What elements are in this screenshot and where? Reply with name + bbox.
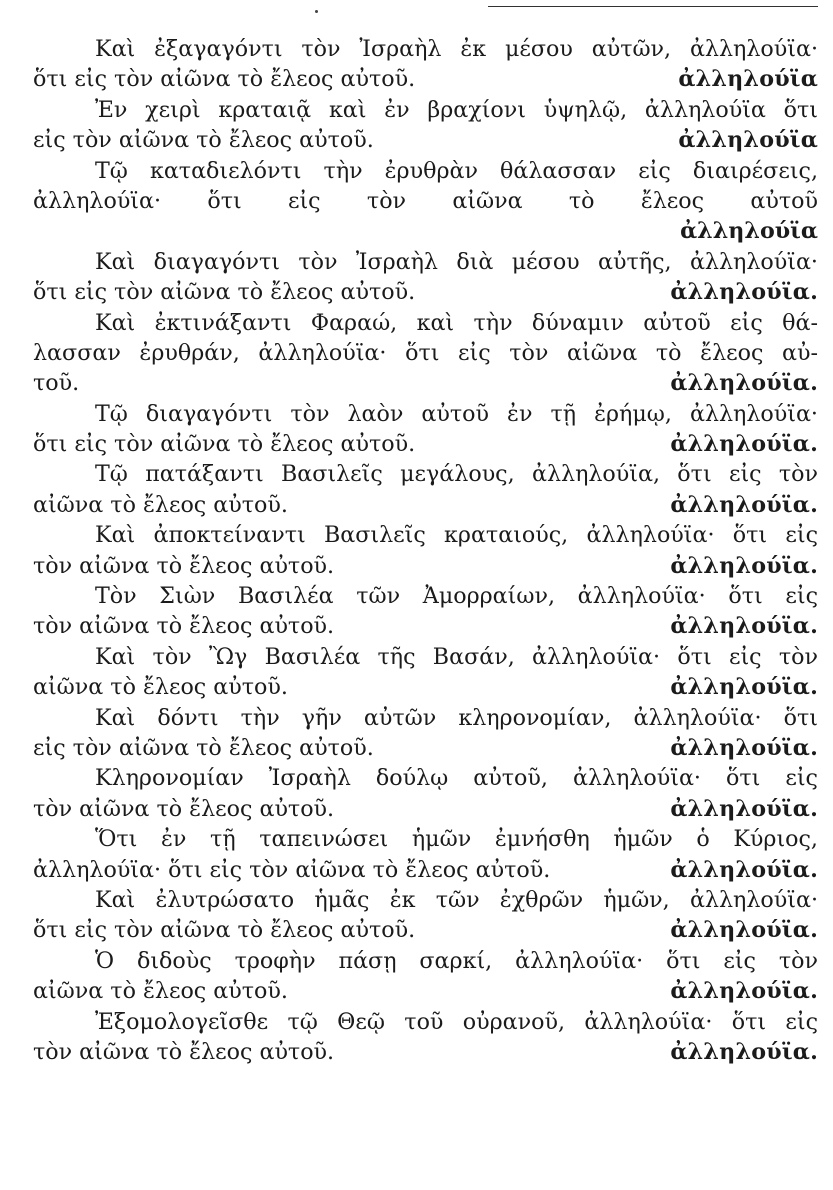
verse (33, 763, 818, 824)
verse (33, 308, 818, 399)
top-rule (488, 6, 818, 7)
verse-line (33, 429, 818, 459)
verse-line (33, 551, 818, 581)
verse-line-text: αἰῶνα τὸ ἔλεος αὐτοῦ. (33, 491, 288, 518)
verse-line (33, 915, 818, 945)
verse-line: Καὶ ἐλυτρώσατο ἡμᾶς ἐκ τῶν ἐχθρῶν ἡμῶν, ἀλληλούϊα· (95, 886, 818, 913)
verse-line: Καὶ διαγαγόντι τὸν Ἰσραὴλ διὰ μέσου αὐτῆς, ἀλληλούϊα· (95, 248, 818, 275)
verse-line (33, 125, 818, 155)
verse-line (33, 277, 818, 307)
refrain-alleluia: ἀλληλούϊα. (670, 491, 818, 518)
verse-line: Καὶ δόντι τὴν γῆν αὐτῶν κληρονομίαν, ἀλληλούϊα· ὅτι (95, 704, 818, 731)
refrain-alleluia: ἀλληλούϊα. (670, 674, 818, 701)
verse-line-text: εἰς τὸν αἰῶνα τὸ ἔλεος αὐτοῦ. (33, 127, 374, 154)
verse-line: Τῷ καταδιελόντι τὴν ἐρυθρὰν θάλασσαν εἰς διαιρέσεις, (95, 157, 818, 184)
refrain-alleluia: ἀλληλούϊα (680, 218, 818, 245)
verse-line-text: ὅτι εἰς τὸν αἰῶνα τὸ ἔλεος αὐτοῦ. (33, 279, 416, 306)
refrain-alleluia: ἀλληλούϊα. (670, 431, 818, 458)
verse (33, 459, 818, 520)
refrain-alleluia: ἀλληλούϊα. (670, 279, 818, 306)
verse-line: λασσαν ἐρυθράν, ἀλληλούϊα· ὅτι εἰς τὸν αἰῶνα τὸ ἔλεος αὐ- (33, 339, 818, 366)
verse-line (33, 855, 818, 885)
verse-list (33, 34, 818, 1067)
verse-line: Ἐν χειρὶ κραταιᾷ καὶ ἐν βραχίονι ὑψηλῷ, ἀλληλούϊα ὅτι (95, 96, 818, 123)
verse-line (33, 64, 818, 94)
verse-line (33, 794, 818, 824)
verse-line: Τὸν Σιὼν Βασιλέα τῶν Ἀμορραίων, ἀλληλούϊα· ὅτι εἰς (95, 583, 818, 610)
verse-line: Καὶ ἀποκτείναντι Βασιλεῖς κραταιούς, ἀλληλούϊα· ὅτι εἰς (95, 522, 818, 549)
verse (33, 946, 818, 1007)
verse-line-text: τὸν αἰῶνα τὸ ἔλεος αὐτοῦ. (33, 552, 335, 579)
refrain-alleluia: ἀλληλούϊα. (670, 613, 818, 640)
verse-line (33, 1037, 818, 1067)
verse-line-text: ὅτι εἰς τὸν αἰῶνα τὸ ἔλεος αὐτοῦ. (33, 66, 416, 93)
refrain-alleluia: ἀλληλούϊα. (670, 856, 818, 883)
verse-line: Κληρονομίαν Ἰσραὴλ δούλῳ αὐτοῦ, ἀλληλούϊα· ὅτι εἰς (95, 765, 818, 792)
verse-line: Καὶ ἐξαγαγόντι τὸν Ἰσραὴλ ἐκ μέσου αὐτῶν, ἀλληλούϊα· (95, 36, 818, 62)
verse-line: Ἐξομολογεῖσθε τῷ Θεῷ τοῦ οὐρανοῦ, ἀλληλούϊα· ὅτι εἰς (95, 1008, 818, 1035)
refrain-alleluia: ἀλληλούϊα (678, 66, 818, 93)
verse-line-text: ὅτι εἰς τὸν αἰῶνα τὸ ἔλεος αὐτοῦ. (33, 917, 416, 944)
verse-line: Τῷ πατάξαντι Βασιλεῖς μεγάλους, ἀλληλούϊα, ὅτι εἰς τὸν (95, 461, 818, 488)
verse-line: Τῷ διαγαγόντι τὸν λαὸν αὐτοῦ ἐν τῇ ἐρήμῳ, ἀλληλούϊα· (95, 400, 818, 427)
verse (33, 824, 818, 885)
verse-line-text: τὸν αἰῶνα τὸ ἔλεος αὐτοῦ. (33, 795, 335, 822)
verse-line-text: ἀλληλούϊα· ὅτι εἰς τὸν αἰῶνα τὸ ἔλεος αὐτοῦ. (33, 856, 551, 883)
refrain-alleluia: ἀλληλούϊα. (670, 978, 818, 1005)
refrain-alleluia: ἀλληλούϊα. (670, 552, 818, 579)
verse-line (33, 672, 818, 702)
refrain-alleluia: ἀλληλούϊα. (670, 370, 818, 397)
verse (33, 399, 818, 460)
verse (33, 156, 818, 247)
verse-line-text: τοῦ. (33, 370, 80, 397)
verse (33, 1007, 818, 1068)
verse-line (33, 611, 818, 641)
verse (33, 703, 818, 764)
verse (33, 581, 818, 642)
verse-line: Ὅτι ἐν τῇ ταπεινώσει ἡμῶν ἐμνήσθη ἡμῶν ὁ Κύριος, (95, 826, 818, 853)
page-speck (315, 10, 318, 13)
verse (33, 95, 818, 156)
verse-line-text: αἰῶνα τὸ ἔλεος αὐτοῦ. (33, 978, 288, 1005)
refrain-alleluia: ἀλληλούϊα. (670, 1038, 818, 1065)
verse (33, 520, 818, 581)
verse-line: Καὶ τὸν Ὢγ Βασιλέα τῆς Βασάν, ἀλληλούϊα· ὅτι εἰς τὸν (95, 643, 818, 670)
verse-line (33, 976, 818, 1006)
verse (33, 885, 818, 946)
verse-line: Καὶ ἐκτινάξαντι Φαραώ, καὶ τὴν δύναμιν αὐτοῦ εἰς θά- (95, 309, 818, 336)
verse-line-text: εἰς τὸν αἰῶνα τὸ ἔλεος αὐτοῦ. (33, 734, 374, 761)
verse-line-text: ὅτι εἰς τὸν αἰῶνα τὸ ἔλεος αὐτοῦ. (33, 431, 416, 458)
verse-line: ἀλληλούϊα· ὅτι εἰς τὸν αἰῶνα τὸ ἔλεος αὐτοῦ (33, 187, 818, 214)
verse (33, 34, 818, 95)
verse (33, 247, 818, 308)
verse-line-text: τὸν αἰῶνα τὸ ἔλεος αὐτοῦ. (33, 613, 335, 640)
verse-line: Ὁ διδοὺς τροφὴν πάσῃ σαρκί, ἀλληλούϊα· ὅτι εἰς τὸν (95, 947, 818, 974)
refrain-alleluia: ἀλληλούϊα. (670, 795, 818, 822)
refrain-alleluia: ἀλληλούϊα. (670, 917, 818, 944)
verse-line (33, 733, 818, 763)
verse-line (33, 490, 818, 520)
refrain-alleluia: ἀλληλούϊα (678, 127, 818, 154)
refrain-alleluia: ἀλληλούϊα. (670, 734, 818, 761)
verse (33, 642, 818, 703)
verse-line-text: τὸν αἰῶνα τὸ ἔλεος αὐτοῦ. (33, 1038, 335, 1065)
verse-line (33, 368, 818, 398)
psalm-page (33, 34, 818, 1067)
verse-line-text: αἰῶνα τὸ ἔλεος αὐτοῦ. (33, 674, 288, 701)
